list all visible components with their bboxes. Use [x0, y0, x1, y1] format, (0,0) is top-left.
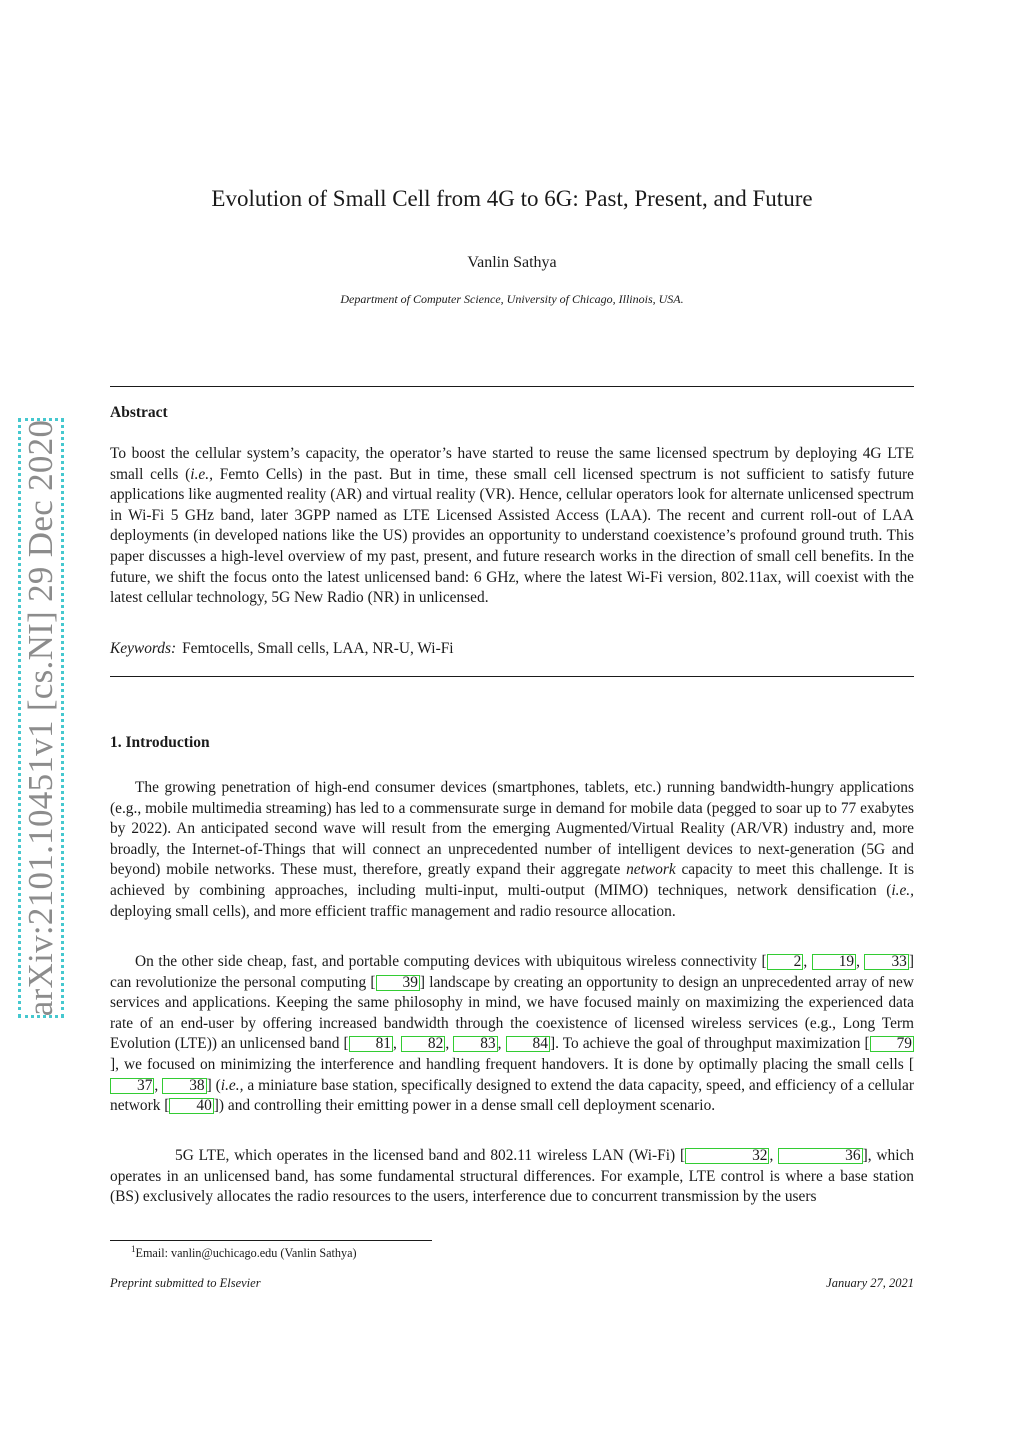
- abstract-text: To boost the cellular system’s capacity, the operator’s have started to reuse the same licensed spectrum by deploying 4G LTE small cells (i.e., Femto Cells) in the past. But in time, these small cell licensed spectrum is not sufficient to satisfy future applications like augmented reality (AR) and virtual reality (VR). Hence, cellular operators look for alternate unlicensed spectrum in Wi-Fi 5 GHz band, later 3GPP named as LTE Licensed Assisted Access (LAA). The recent and current roll-out of LAA deployments (in developed nations like the US) provides an opportunity to understand coexistence’s profound ground truth. This paper discusses a high-level overview of my past, present, and future research works in the direction of small cell benefits. In the future, we shift the focus onto the latest unlicensed band: 6 GHz, where the latest Wi-Fi version, 802.11ax, will coexist with the latest cellular technology, 5G New Radio (NR) in unlicensed.: [110, 445, 914, 607]
- arxiv-id: arXiv:2101.10451v1 [cs.NI] 29 Dec 2020: [21, 419, 60, 1017]
- citation-link[interactable]: 40: [169, 1098, 213, 1114]
- citation-link[interactable]: 32: [685, 1148, 769, 1164]
- citation-link[interactable]: 39: [376, 975, 420, 991]
- citation-link[interactable]: 19: [812, 954, 856, 970]
- section-heading-introduction: 1. Introduction: [110, 734, 210, 751]
- citation-link[interactable]: 37: [110, 1078, 154, 1094]
- keywords-list: Femtocells, Small cells, LAA, NR-U, Wi-Fi: [182, 640, 454, 657]
- citation-link[interactable]: 38: [162, 1078, 206, 1094]
- citation-link[interactable]: 79: [870, 1036, 914, 1052]
- citation-link[interactable]: 2: [767, 954, 804, 970]
- citation-link[interactable]: 81: [349, 1036, 393, 1052]
- citation-link[interactable]: 84: [506, 1036, 550, 1052]
- abstract-bottom-rule: [110, 676, 914, 677]
- intro-paragraph-2: On the other side cheap, fast, and portable computing devices with ubiquitous wireless connectivity [ 2 , 19 , 33 ] can revolutionize the personal computing [ 39 ] landscape by creating an opportunity to design an unprecedented array of new services and applications. Keeping the same philosophy in mind, we have focused mainly on maximizing the experienced data rate of an end-user by offering increased bandwidth through the coexistence of licensed wireless services (e.g., Long Term Evolution (LTE)) an unlicensed band [ 81 , 82 , 83 , 84 ]. To achieve the goal of throughput maximization [ 79], we focused on minimizing the interference and handling frequent handovers. It is done by optimally placing the small cells [37 , 38 ] (i.e., a miniature base station, specifically designed to extend the data capacity, speed, and efficiency of a cellular network [ 40 ]) and controlling their emitting power in a dense small cell deployment scenario.: [110, 953, 915, 1115]
- citation-link[interactable]: 83: [453, 1036, 497, 1052]
- citation-link[interactable]: 33: [864, 954, 908, 970]
- footnote: $^1$Email: vanlin@uchicago.edu (Vanlin Sathya): [131, 1244, 357, 1261]
- arxiv-stamp[interactable]: [18, 418, 64, 1018]
- footer-preprint-note: Preprint submitted to Elsevier: [110, 1276, 261, 1290]
- author-name: Vanlin Sathya: [467, 254, 557, 271]
- abstract-heading: Abstract: [110, 404, 168, 421]
- intro-paragraph-3: 5G LTE, which operates in the licensed band and 802.11 wireless LAN (Wi-Fi) [ 32 , 36 ], which operates in an unlicensed band, has some fundamental structural differences. For example, LTE control is where a base station (BS) exclusively allocates the radio resources to the users, interference due to concurrent transmission by the users: [110, 1147, 914, 1206]
- footer-date: January 27, 2021: [826, 1276, 914, 1290]
- keywords: [110, 640, 454, 658]
- abstract-top-rule: [110, 386, 914, 387]
- paper-title: Evolution of Small Cell from 4G to 6G: Past, Present, and Future: [211, 186, 813, 211]
- citation-link[interactable]: 82: [401, 1036, 445, 1052]
- keywords-label: Keywords:: [110, 640, 177, 657]
- footnote-rule: [110, 1240, 432, 1241]
- citation-link[interactable]: 36: [778, 1148, 862, 1164]
- intro-paragraph-1: The growing penetration of high-end consumer devices (smartphones, tablets, etc.) running bandwidth-hungry applications (e.g., mobile multimedia streaming) has led to a commensurate surge in demand for mobile data (pegged to soar up to 77 exabytes by 2022). An anticipated second wave will result from the emerging Augmented/Virtual Reality (AR/VR) industry and, more broadly, the Internet-of-Things that will connect an unprecedented number of intelligent devices to next-generation (5G and beyond) mobile networks. These must, therefore, greatly expand their aggregate network capacity to meet this challenge. It is achieved by combining approaches, including multi-input, multi-output (MIMO) techniques, network densification (i.e., deploying small cells), and more efficient traffic management and radio resource allocation.: [110, 779, 914, 920]
- affiliation: Department of Computer Science, University of Chicago, Illinois, USA.: [340, 292, 684, 306]
